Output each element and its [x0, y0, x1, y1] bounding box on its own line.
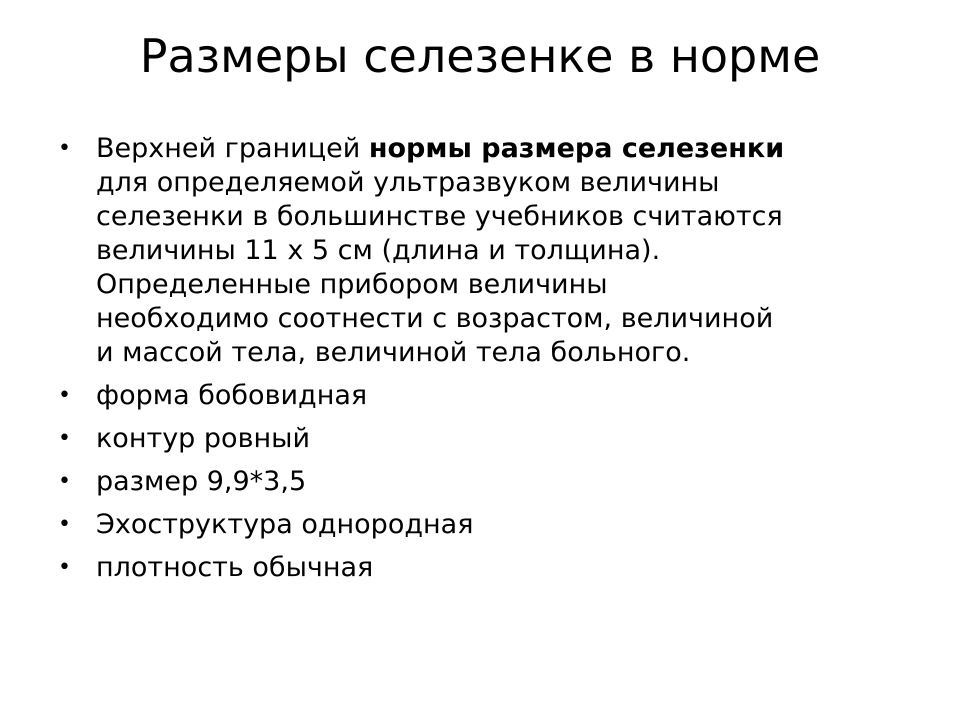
norm-text-before: Верхней границей [96, 133, 369, 164]
bullet-text: Эхоструктура однородная [96, 509, 474, 540]
bullet-text: контур ровный [96, 423, 310, 454]
bullet-text: плотность обычная [96, 552, 374, 583]
bullet-item-norm-description [58, 132, 788, 370]
bullet-icon: • [58, 555, 71, 580]
bullet-icon: • [58, 469, 71, 494]
norm-text-bold: нормы размера селезенки [368, 133, 785, 164]
bullet-item-shape [58, 379, 788, 413]
norm-text-after: для определяемой ультразвуком величины селезенки в большинстве учебников считаются величины 11 х 5 см (длина и толщина). Определенные прибором величины необходимо соотнести с возрастом, величиной и массой тела, величиной тела больного. [96, 167, 783, 368]
bullet-item-echostructure [58, 508, 788, 542]
bullet-icon: • [58, 136, 71, 161]
bullet-icon: • [58, 383, 71, 408]
bullet-text: размер 9,9*3,5 [96, 466, 307, 497]
bullet-icon: • [58, 426, 71, 451]
bullet-icon: • [58, 512, 71, 537]
bullet-item-density [58, 551, 788, 585]
slide-title: Размеры селезенке в норме [139, 29, 821, 83]
bullet-item-contour [58, 422, 788, 456]
bullet-item-size [58, 465, 788, 499]
bullet-text: форма бобовидная [96, 380, 368, 411]
bullet-list [58, 132, 788, 594]
bullet-text [96, 133, 784, 368]
